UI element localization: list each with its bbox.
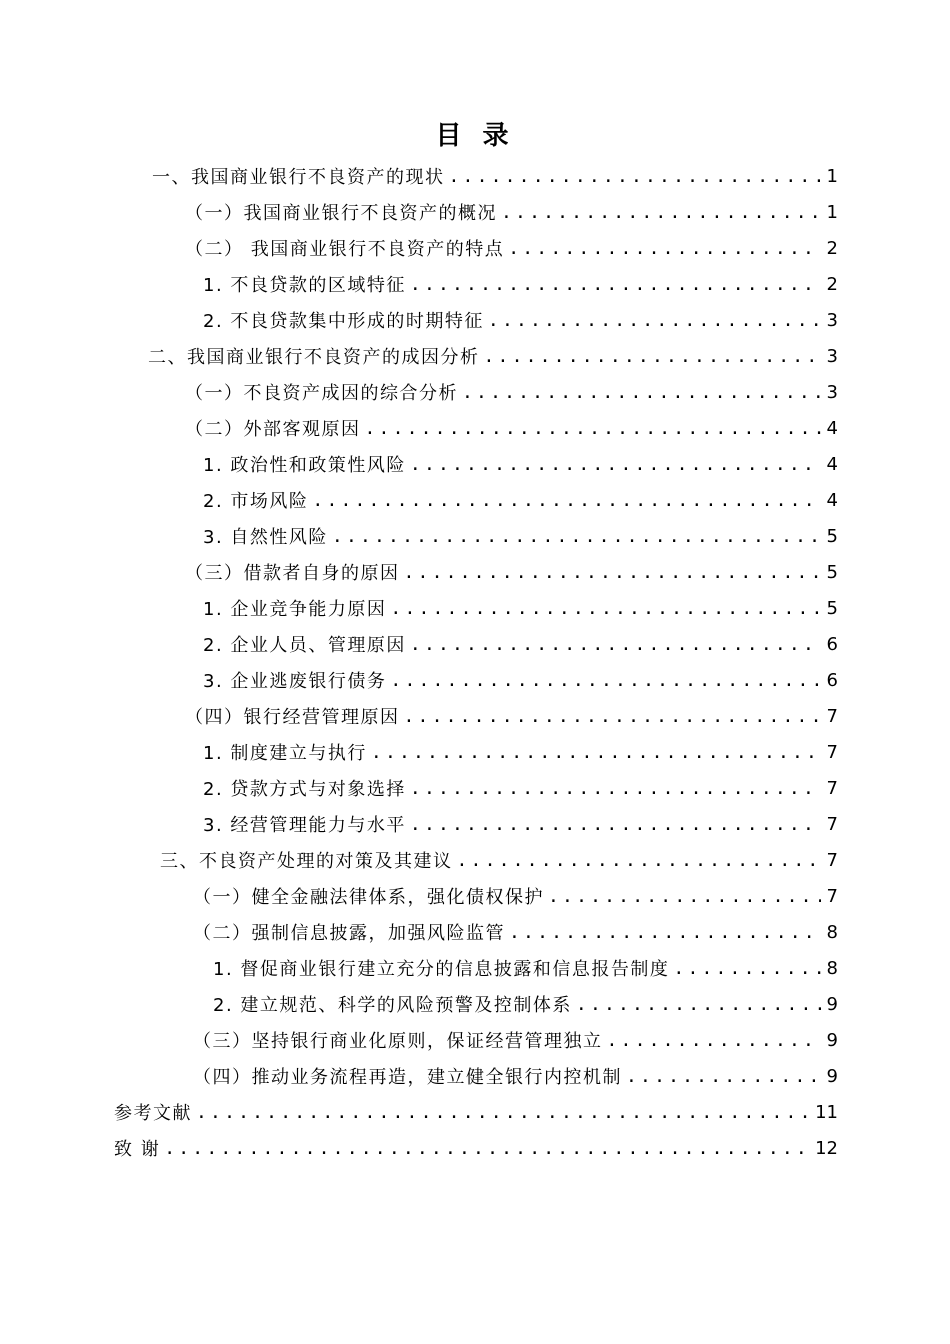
toc-leader-dots xyxy=(410,814,821,835)
toc-entry-text: （二） 我国商业银行不良资产的特点 xyxy=(185,239,505,260)
toc-leader-dots xyxy=(576,994,821,1015)
toc-entry-text: 2. 贷款方式与对象选择 xyxy=(203,779,406,800)
toc-leader-dots xyxy=(508,238,820,259)
toc-entry[interactable] xyxy=(213,986,838,1022)
toc-entry-text: （一）不良资产成因的综合分析 xyxy=(185,383,458,404)
toc-entry-page: 8 xyxy=(826,921,838,943)
toc-entry[interactable] xyxy=(193,1022,838,1058)
toc-entry-text: 参考文献 xyxy=(114,1103,192,1124)
toc-entry-text: 1. 政治性和政策性风险 xyxy=(203,455,406,476)
toc-entry[interactable] xyxy=(152,158,838,194)
toc-entry-page: 11 xyxy=(815,1101,838,1123)
toc-entry[interactable] xyxy=(193,1058,838,1094)
toc-entry-page: 5 xyxy=(826,561,838,583)
toc-entry[interactable] xyxy=(203,482,838,518)
toc-leader-dots xyxy=(488,310,821,331)
toc-entry-text: 致 谢 xyxy=(114,1139,161,1160)
toc-entry-page: 8 xyxy=(826,957,838,979)
toc-entry[interactable] xyxy=(203,662,838,698)
toc-leader-dots xyxy=(390,670,820,691)
toc-entry-text: （四）银行经营管理原因 xyxy=(185,707,400,728)
toc-entry-text: 2. 建立规范、科学的风险预警及控制体系 xyxy=(213,995,572,1016)
toc-entry-text: （四）推动业务流程再造，建立健全银行内控机制 xyxy=(193,1067,622,1088)
toc-leader-dots xyxy=(673,958,820,979)
toc-entry[interactable] xyxy=(203,266,838,302)
toc-leader-dots xyxy=(312,490,820,511)
toc-entry-text: 2. 企业人员、管理原因 xyxy=(203,635,406,656)
toc-entry[interactable] xyxy=(193,914,838,950)
toc-leader-dots xyxy=(404,706,821,727)
toc-leader-dots xyxy=(607,1030,821,1051)
toc-entry-page: 3 xyxy=(826,309,838,331)
toc-entry-page: 7 xyxy=(826,849,838,871)
toc-entry-text: 3. 经营管理能力与水平 xyxy=(203,815,406,836)
toc-entry-page: 9 xyxy=(826,1065,838,1087)
toc-leader-dots xyxy=(484,346,821,367)
toc-entry[interactable] xyxy=(193,878,838,914)
toc-entry[interactable] xyxy=(114,1130,838,1166)
toc-entry-text: （一）我国商业银行不良资产的概况 xyxy=(185,203,497,224)
toc-entry[interactable] xyxy=(160,842,838,878)
toc-entry-text: （一）健全金融法律体系，强化债权保护 xyxy=(193,887,544,908)
toc-entry[interactable] xyxy=(185,194,838,230)
toc-entry-page: 2 xyxy=(826,273,838,295)
toc-entry-text: （三）坚持银行商业化原则，保证经营管理独立 xyxy=(193,1031,603,1052)
toc-entry-page: 12 xyxy=(815,1137,838,1159)
toc-leader-dots xyxy=(501,202,821,223)
toc-entry-text: 2. 市场风险 xyxy=(203,491,309,512)
toc-leader-dots xyxy=(390,598,820,619)
toc-entry-page: 7 xyxy=(826,705,838,727)
toc-leader-dots xyxy=(410,634,821,655)
toc-entry-page: 9 xyxy=(826,993,838,1015)
toc-entry[interactable] xyxy=(185,410,838,446)
toc-entry-text: 一、我国商业银行不良资产的现状 xyxy=(152,167,445,188)
toc-entry[interactable] xyxy=(114,1094,838,1130)
toc-entry-page: 3 xyxy=(826,381,838,403)
toc-leader-dots xyxy=(410,454,821,475)
toc-entry-text: 1. 督促商业银行建立充分的信息披露和信息报告制度 xyxy=(213,959,670,980)
toc-entry-page: 1 xyxy=(826,201,838,223)
toc-entry[interactable] xyxy=(203,446,838,482)
toc-entry[interactable] xyxy=(213,950,838,986)
toc-entry-text: 1. 企业竞争能力原因 xyxy=(203,599,387,620)
toc-entry-text: 3. 自然性风险 xyxy=(203,527,328,548)
toc-leader-dots xyxy=(404,562,821,583)
toc-leader-dots xyxy=(410,274,821,295)
toc-entry-text: 2. 不良贷款集中形成的时期特征 xyxy=(203,311,484,332)
toc-leader-dots xyxy=(457,850,821,871)
toc-entry-page: 7 xyxy=(826,777,838,799)
toc-entry-text: （二）外部客观原因 xyxy=(185,419,361,440)
toc-entry[interactable] xyxy=(185,230,838,266)
toc-entry-page: 4 xyxy=(826,417,838,439)
toc-entry-page: 7 xyxy=(826,813,838,835)
toc-entry-page: 5 xyxy=(826,597,838,619)
toc-leader-dots xyxy=(365,418,821,439)
toc-entry-page: 4 xyxy=(826,453,838,475)
toc-entry-text: （二）强制信息披露，加强风险监管 xyxy=(193,923,505,944)
toc-leader-dots xyxy=(626,1066,821,1087)
toc-entry-page: 7 xyxy=(826,885,838,907)
toc-leader-dots xyxy=(449,166,821,187)
toc-entry-page: 7 xyxy=(826,741,838,763)
toc-leader-dots xyxy=(462,382,821,403)
toc-entry[interactable] xyxy=(203,302,838,338)
toc-leader-dots xyxy=(164,1138,809,1159)
toc-entry-page: 6 xyxy=(826,669,838,691)
toc-entry[interactable] xyxy=(203,590,838,626)
toc-entry-page: 1 xyxy=(826,165,838,187)
toc-entry-text: 三、不良资产处理的对策及其建议 xyxy=(160,851,453,872)
toc-leader-dots xyxy=(196,1102,809,1123)
toc-entry-page: 9 xyxy=(826,1029,838,1051)
toc-entry[interactable] xyxy=(185,374,838,410)
toc-title: 目 录 xyxy=(435,121,515,151)
toc-leader-dots xyxy=(548,886,821,907)
toc-entry-page: 4 xyxy=(826,489,838,511)
toc-entry[interactable] xyxy=(203,626,838,662)
toc-entry-text: 3. 企业逃废银行债务 xyxy=(203,671,387,692)
toc-leader-dots xyxy=(509,922,821,943)
toc-entry[interactable] xyxy=(185,554,838,590)
toc-entry-page: 3 xyxy=(826,345,838,367)
toc-entry[interactable] xyxy=(203,518,838,554)
toc-leader-dots xyxy=(371,742,821,763)
toc-leader-dots xyxy=(332,526,821,547)
toc-entry-text: 1. 制度建立与执行 xyxy=(203,743,367,764)
toc-entry-text: 1. 不良贷款的区域特征 xyxy=(203,275,406,296)
toc-entry[interactable] xyxy=(203,770,838,806)
toc-entry[interactable] xyxy=(185,698,838,734)
toc-entry-text: 二、我国商业银行不良资产的成因分析 xyxy=(148,347,480,368)
toc-entry[interactable] xyxy=(203,806,838,842)
toc-entry[interactable] xyxy=(148,338,838,374)
toc-entry-page: 2 xyxy=(826,237,838,259)
toc-entry-text: （三）借款者自身的原因 xyxy=(185,563,400,584)
toc-leader-dots xyxy=(410,778,821,799)
toc-entry-page: 6 xyxy=(826,633,838,655)
toc-entry-page: 5 xyxy=(826,525,838,547)
toc-entry[interactable] xyxy=(203,734,838,770)
